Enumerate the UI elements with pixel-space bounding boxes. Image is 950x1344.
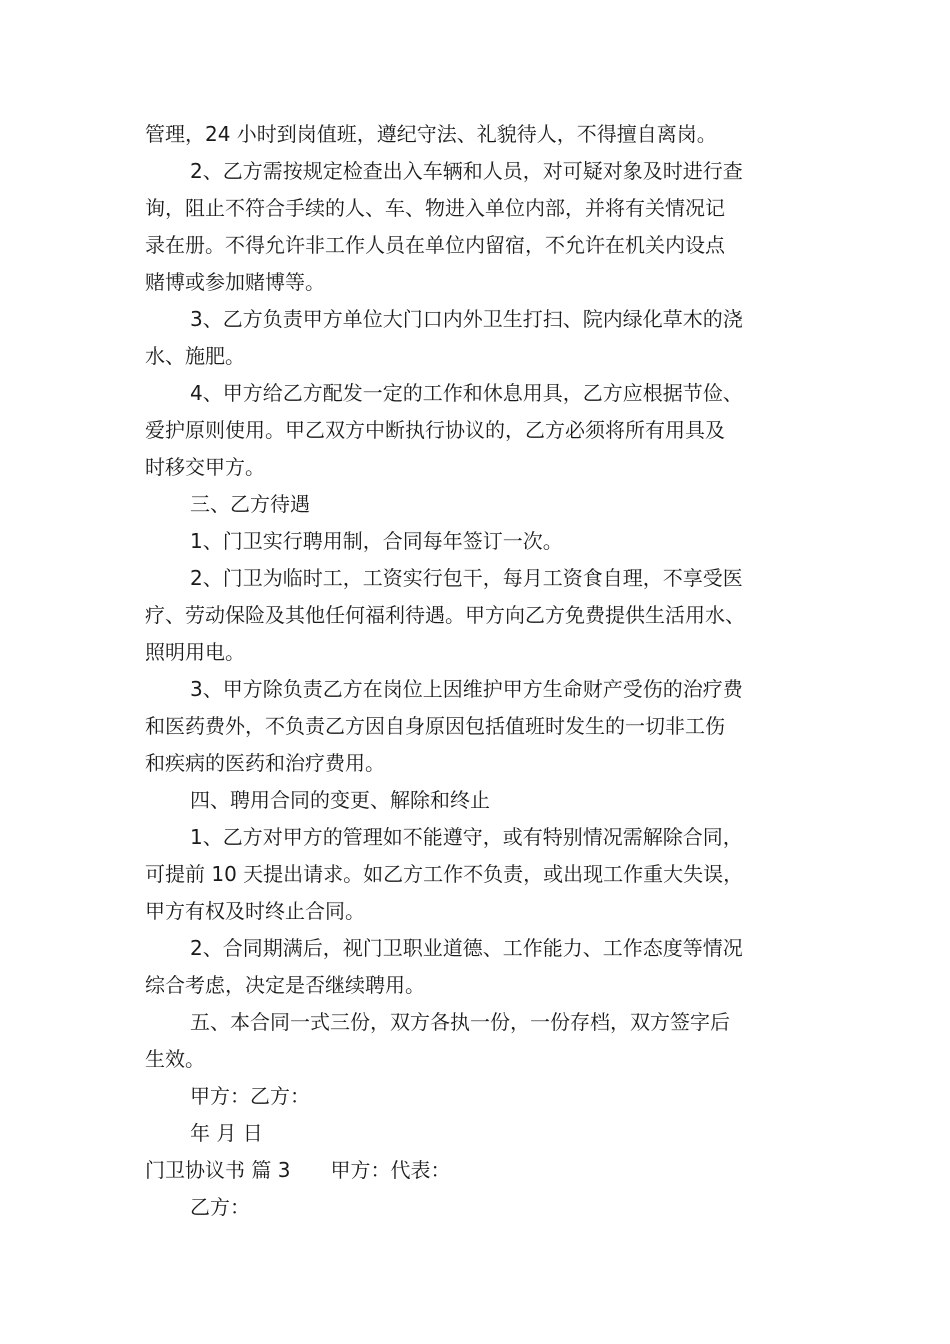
text-line: 2、合同期满后，视门卫职业道德、工作能力、工作态度等情况 <box>190 936 743 960</box>
text-line: 综合考虑，决定是否继续聘用。 <box>145 973 425 997</box>
text-line: 3、甲方除负责乙方在岗位上因维护甲方生命财产受伤的治疗费 <box>190 677 743 701</box>
text-line: 可提前 10 天提出请求。如乙方工作不负责，或出现工作重大失误， <box>145 862 744 886</box>
text-line: 甲方有权及时终止合同。 <box>145 899 365 923</box>
text-line: 和医药费外，不负责乙方因自身原因包括值班时发生的一切非工伤 <box>145 714 725 738</box>
text-line: 1、乙方对甲方的管理如不能遵守，或有特别情况需解除合同， <box>190 825 743 849</box>
text-line: 爱护原则使用。甲乙双方中断执行协议的，乙方必须将所有用具及 <box>145 418 725 442</box>
section-heading-line <box>145 1152 810 1189</box>
text-line: 时移交甲方。 <box>145 455 265 479</box>
text-line: 管理，24 小时到岗值班，遵纪守法、礼貌待人，不得擅自离岗。 <box>145 122 717 146</box>
text-line: 询，阻止不符合手续的人、车、物进入单位内部，并将有关情况记 <box>145 196 725 220</box>
text-line: 年 月 日 <box>190 1121 263 1145</box>
party-a-signature-label: 甲方：代表： <box>330 1158 451 1182</box>
document-body <box>145 116 810 1226</box>
text-line: 4、甲方给乙方配发一定的工作和休息用具，乙方应根据节俭、 <box>190 381 743 405</box>
text-line: 疗、劳动保险及其他任何福利待遇。甲方向乙方免费提供生活用水、 <box>145 603 745 627</box>
text-line: 2、门卫为临时工，工资实行包干，每月工资食自理，不享受医 <box>190 566 743 590</box>
text-line: 生效。 <box>145 1047 205 1071</box>
text-line: 和疾病的医药和治疗费用。 <box>145 751 385 775</box>
text-line: 照明用电。 <box>145 640 245 664</box>
text-line: 甲方：乙方： <box>190 1084 310 1108</box>
text-line: 录在册。不得允许非工作人员在单位内留宿，不允许在机关内设点 <box>145 233 725 257</box>
text-line: 三、乙方待遇 <box>190 492 310 516</box>
section-title: 门卫协议书 篇 3 <box>145 1158 291 1182</box>
text-line: 四、聘用合同的变更、解除和终止 <box>190 788 490 812</box>
text-line: 1、门卫实行聘用制，合同每年签订一次。 <box>190 529 563 553</box>
text-line: 赌博或参加赌博等。 <box>145 270 325 294</box>
text-line: 3、乙方负责甲方单位大门口内外卫生打扫、院内绿化草木的浇 <box>190 307 743 331</box>
paragraph-lines <box>145 116 810 1152</box>
text-line: 2、乙方需按规定检查出入车辆和人员，对可疑对象及时进行查 <box>190 159 743 183</box>
party-b-signature-label: 乙方： <box>190 1195 250 1219</box>
text-line: 五、本合同一式三份，双方各执一份，一份存档，双方签字后 <box>190 1010 730 1034</box>
text-line: 水、施肥。 <box>145 344 245 368</box>
